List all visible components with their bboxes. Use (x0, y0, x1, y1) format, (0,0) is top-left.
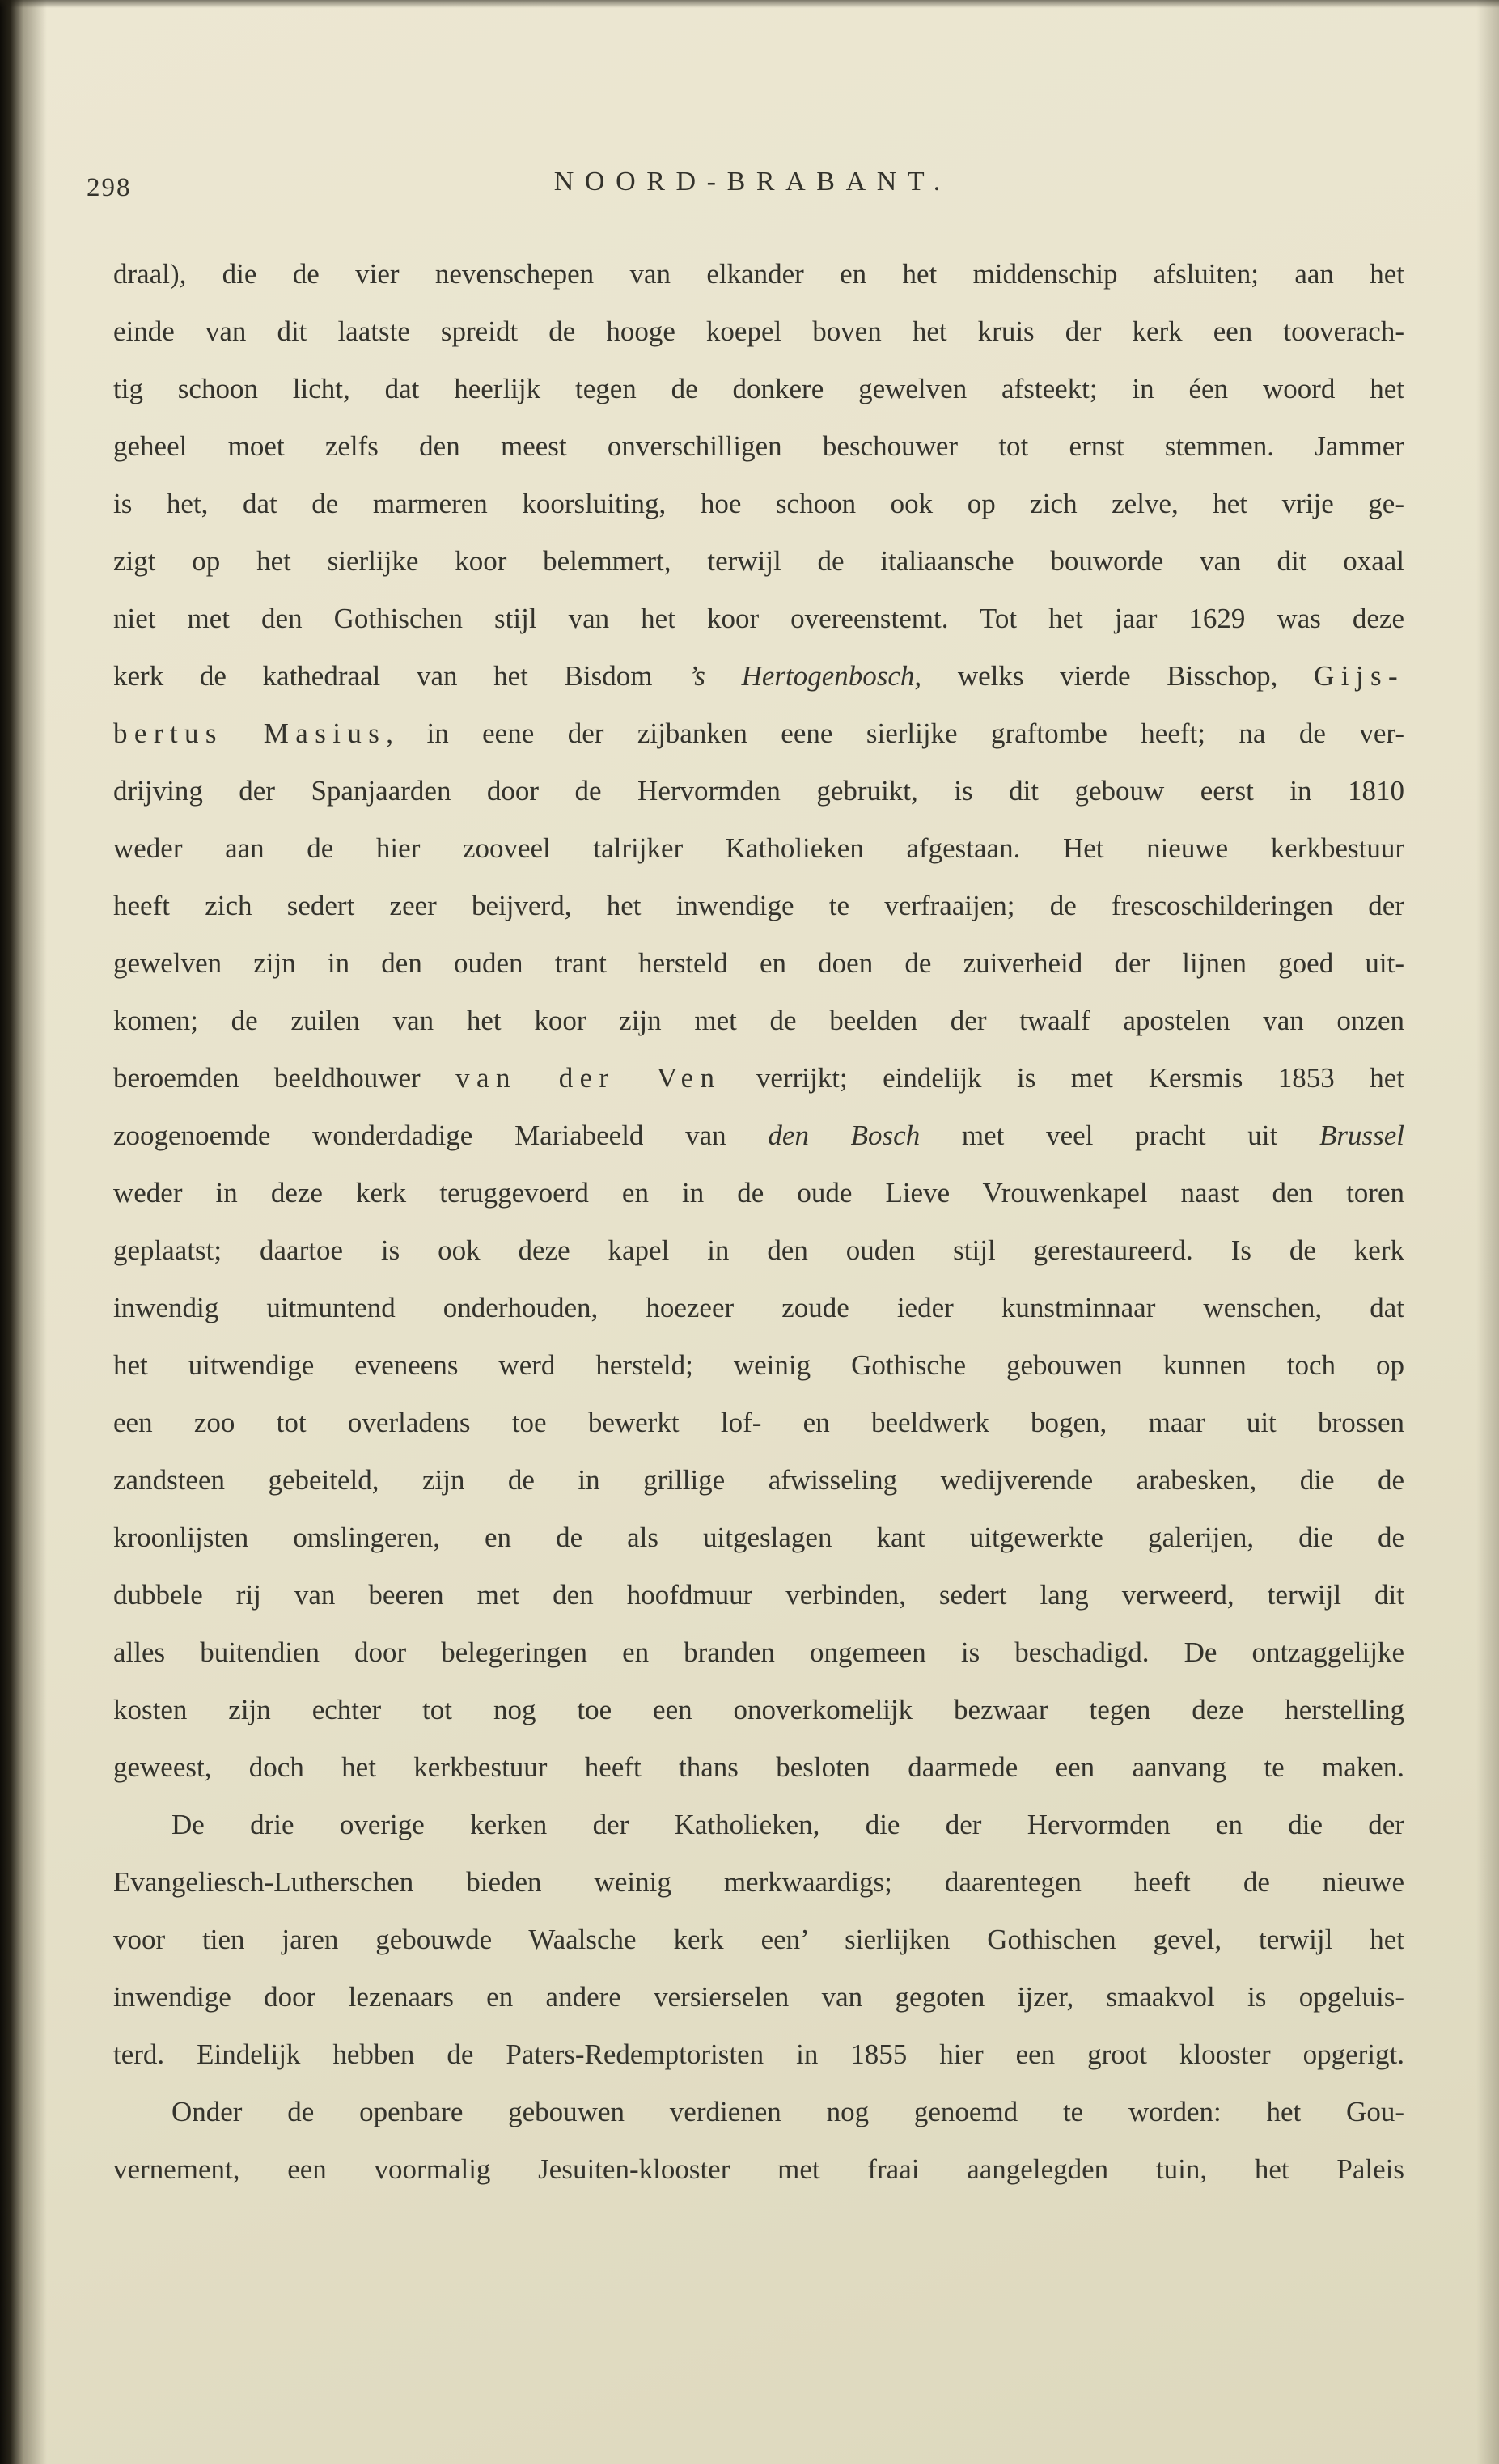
text-segment: komen; de zuilen van het koor zijn met de beelden der twaalf apostelen van onzen (113, 1005, 1404, 1036)
text-segment: voor tien jaren gebouwde Waalsche kerk een’ sierlijken Gothischen gevel, terwijl het (113, 1924, 1404, 1955)
letterspaced-name: Gijs- (1314, 660, 1405, 692)
text-segment: inwendige door lezenaars en andere versierselen van gegoten ijzer, smaakvol is opgeluis- (113, 1981, 1404, 2013)
text-line (113, 1164, 1404, 1221)
text-line (113, 1049, 1404, 1107)
text-line (113, 1796, 1404, 1853)
text-segment: met veel pracht uit (920, 1120, 1319, 1151)
page-title: NOORD-BRABANT. (553, 167, 951, 197)
italic-text: ’s Hertogenbosch (688, 660, 915, 692)
text-segment: Onder de openbare gebouwen verdienen nog genoemd te worden: het Gou- (171, 2096, 1404, 2127)
text-segment: verrijkt; eindelijk is met Kersmis 1853 het (721, 1062, 1404, 1094)
italic-text: den Bosch (768, 1120, 921, 1151)
text-line (113, 360, 1404, 417)
text-segment: De drie overige kerken der Katholieken, die der Hervormden en die der (171, 1809, 1404, 1840)
text-line (113, 245, 1404, 303)
page-header (87, 167, 1408, 207)
text-line (113, 1451, 1404, 1509)
text-segment: het uitwendige eveneens werd hersteld; weinig Gothische gebouwen kunnen toch op (113, 1349, 1404, 1381)
text-line (113, 1221, 1404, 1279)
page-left-edge-shadow (0, 0, 47, 2464)
text-segment: kerk de kathedraal van het Bisdom (113, 660, 689, 692)
text-segment: zandsteen gebeiteld, zijn de in grillige afwisseling wedijverende arabesken, die de (113, 1464, 1404, 1496)
text-line (113, 417, 1404, 475)
italic-text: Brussel (1319, 1120, 1404, 1151)
text-line (113, 1509, 1404, 1566)
letterspaced-name: van der Ven (455, 1062, 722, 1094)
text-segment: heeft zich sedert zeer beijverd, het inwendige te verfraaijen; de frescoschilderingen der (113, 890, 1404, 921)
text-segment: een zoo tot overladens toe bewerkt lof- en beeldwerk bogen, maar uit brossen (113, 1407, 1404, 1438)
text-line (113, 2140, 1404, 2198)
text-line (113, 1853, 1404, 1911)
text-segment: kosten zijn echter tot nog toe een onoverkomelijk bezwaar tegen deze herstelling (113, 1694, 1404, 1725)
text-line (113, 1738, 1404, 1796)
text-line (113, 1624, 1404, 1681)
text-line (113, 934, 1404, 992)
text-segment: geplaatst; daartoe is ook deze kapel in den ouden stijl gerestaureerd. Is de kerk (113, 1234, 1404, 1266)
text-line (113, 590, 1404, 647)
text-line (113, 1394, 1404, 1451)
text-segment: terd. Eindelijk hebben de Paters-Redemptoristen in 1855 hier een groot klooster opgerigt. (113, 2039, 1404, 2070)
text-segment: gewelven zijn in den ouden trant hersteld en doen de zuiverheid der lijnen goed uit- (113, 947, 1404, 979)
page-top-edge-shadow (0, 0, 1499, 8)
text-line (113, 1681, 1404, 1738)
text-line (113, 2083, 1404, 2140)
letterspaced-name: bertus Masius (113, 718, 387, 749)
text-segment: zigt op het sierlijke koor belemmert, terwijl de italiaansche bouworde van dit oxaal (113, 545, 1404, 577)
text-segment: weder in deze kerk teruggevoerd en in de oude Lieve Vrouwenkapel naast den toren (113, 1177, 1404, 1209)
body-text (113, 245, 1404, 2198)
text-line (113, 1911, 1404, 1968)
text-line (113, 1566, 1404, 1624)
text-line (113, 532, 1404, 590)
text-segment: beroemden beeldhouwer (113, 1062, 456, 1094)
text-segment: weder aan de hier zooveel talrijker Katholieken afgestaan. Het nieuwe kerkbestuur (113, 832, 1404, 864)
text-line (113, 475, 1404, 532)
text-segment: is het, dat de marmeren koorsluiting, hoe schoon ook op zich zelve, het vrije ge- (113, 488, 1404, 519)
text-segment: Evangeliesch-Lutherschen bieden weinig merkwaardigs; daarentegen heeft de nieuwe (113, 1866, 1404, 1898)
text-segment: dubbele rij van beeren met den hoofdmuur verbinden, sedert lang verweerd, terwijl dit (113, 1579, 1404, 1611)
text-line (113, 819, 1404, 877)
text-line (113, 1107, 1404, 1164)
text-line (113, 992, 1404, 1049)
text-line (113, 705, 1404, 762)
page-right-edge-shadow (1476, 0, 1499, 2464)
text-line (113, 762, 1404, 819)
text-segment: vernement, een voormalig Jesuiten-klooster met fraai aangelegden tuin, het Paleis (113, 2153, 1404, 2185)
text-segment: einde van dit laatste spreidt de hooge koepel boven het kruis der kerk een tooverach- (113, 315, 1404, 347)
text-segment: , welks vierde Bisschop, (914, 660, 1315, 692)
text-segment: inwendig uitmuntend onderhouden, hoezeer zoude ieder kunstminnaar wenschen, dat (113, 1292, 1404, 1323)
text-line (113, 2026, 1404, 2083)
text-segment: , in eene der zijbanken eene sierlijke graftombe heeft; na de ver- (386, 718, 1404, 749)
text-line (113, 1336, 1404, 1394)
text-segment: niet met den Gothischen stijl van het koor overeenstemt. Tot het jaar 1629 was deze (113, 603, 1404, 634)
text-segment: drijving der Spanjaarden door de Hervormden gebruikt, is dit gebouw eerst in 1810 (113, 775, 1404, 807)
text-segment: alles buitendien door belegeringen en branden ongemeen is beschadigd. De ontzaggelijke (113, 1636, 1404, 1668)
text-line (113, 1279, 1404, 1336)
text-segment: kroonlijsten omslingeren, en de als uitgeslagen kant uitgewerkte galerijen, die de (113, 1522, 1404, 1553)
text-line (113, 877, 1404, 934)
text-segment: geheel moet zelfs den meest onverschilligen beschouwer tot ernst stemmen. Jammer (113, 430, 1404, 462)
text-line (113, 303, 1404, 360)
text-segment: geweest, doch het kerkbestuur heeft thans besloten daarmede een aanvang te maken. (113, 1751, 1404, 1783)
text-segment: tig schoon licht, dat heerlijk tegen de donkere gewelven afsteekt; in éen woord het (113, 373, 1404, 404)
text-line (113, 647, 1404, 705)
text-segment: zoogenoemde wonderdadige Mariabeeld van (113, 1120, 769, 1151)
page-number: 298 (87, 173, 132, 202)
text-line (113, 1968, 1404, 2026)
text-segment: draal), die de vier nevenschepen van elkander en het middenschip afsluiten; aan het (113, 258, 1404, 290)
